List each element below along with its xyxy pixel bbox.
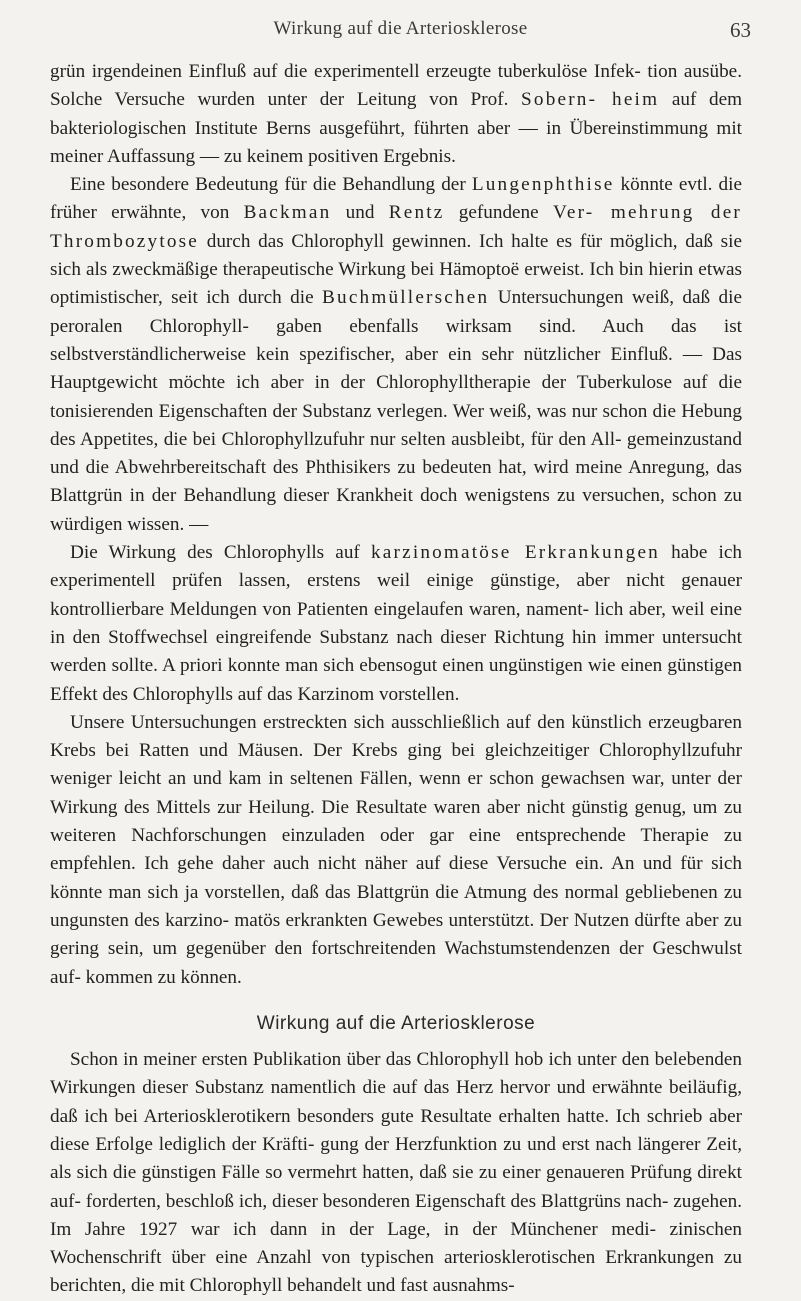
paragraph: grün irgendeinen Einfluß auf die experimentell erzeugte tuberkulöse Infek- tion ausübe. Solche Versuche wurden unter der Leitung von Prof. Sobern- heim auf dem bakteriologischen Institute Berns ausgeführt, führten aber — in Übereinstimmung mit meiner Auffassung — zu keinem positiven Ergebnis.: [50, 61, 743, 167]
paragraph: Eine besondere Bedeutung für die Behandlung der Lungenphthise könnte evtl. die früher erwähnte, von Backman und Rentz gefundene Ver- mehrung der Thrombozytose durch das Chlorophyll gewinnen. Ich halte es für möglich, daß sie sich als zweckmäßige therapeutische Wirkung bei Hämoptoë erweist. Ich bin hierin etwas optimistischer, seit ich durch die Buchmüllerschen Untersuchungen weiß, daß die peroralen Chlorophyll- gaben ebenfalls wirksam sind. Auch das ist selbstverständlicherweise kein spezifischer, aber ein sehr nützlicher Einfluß. — Das Hauptgewicht möchte ich aber in der Chlorophylltherapie der Tuberkulose auf die tonisierenden Eigenschaften der Substanz verlegen. Wer weiß, was nur schon die Hebung des Appetites, die bei Chlorophyllzufuhr nur selten ausbleibt, für den All- gemeinzustand und die Abwehrbereitschaft des Phthisikers zu bedeuten hat, wird meine Anregung, das Blattgrün in der Behandlung dieser Krankheit doch wenigstens zu versuchen, schon zu würdigen wissen. —: [50, 174, 743, 535]
paragraph: Die Wirkung des Chlorophylls auf karzinomatöse Erkrankungen habe ich experimentell prüfen lassen, erstens weil einige günstige, aber nicht genauer kontrollierbare Meldungen von Patienten eingelaufen waren, nament- lich aber, weil eine in den Stoffwechsel eingreifende Substanz nach dieser Richtung hin immer untersucht werden sollte. A priori konnte man sich ebensogut einen ungünstigen wie einen günstigen Effekt des Chlorophylls auf das Karzinom vorstellen.: [50, 542, 742, 705]
spaced-term: Lungenphthise: [471, 174, 615, 196]
spaced-name: Rentz: [388, 202, 445, 224]
section-heading: Wirkung auf die Arteriosklerose: [256, 1012, 536, 1034]
spaced-name: Sobern- heim: [521, 89, 660, 111]
spaced-name: Buchmüllerschen: [322, 287, 490, 309]
paragraph: Unsere Untersuchungen erstreckten sich ausschließlich auf den künstlich erzeugbaren Krebs bei Ratten und Mäusen. Der Krebs ging bei gleichzeitiger Chlorophyllzufuhr weniger leicht an und kam in seltenen Fällen, wenn er schon gewachsen war, unter der Wirkung des Mittels zur Heilung. Die Resultate waren aber nicht günstig genug, um zu weiteren Nachforschungen einzuladen oder gar eine entsprechende Therapie zu empfehlen. Ich gehe daher auch nicht näher auf diese Versuche ein. An und für sich könnte man sich ja vorstellen, daß das Blattgrün die Atmung des normal gebliebenen zu ungunsten des karzino- matös erkrankten Gewebes unterstützt. Der Nutzen dürfte aber zu gering sein, um gegenüber den fortschreitenden Wachstumstendenzen der Geschwulst auf- kommen zu können.: [50, 711, 742, 988]
body-text: [50, 58, 742, 1301]
spaced-name: Backman: [243, 202, 332, 224]
spaced-term: karzinomatöse Erkrankungen: [371, 542, 660, 564]
spaced-term: Ver- mehrung der Thrombozytose: [50, 202, 743, 252]
paragraph: Schon in meiner ersten Publikation über das Chlorophyll hob ich unter den belebenden Wirkungen dieser Substanz namentlich die auf das Herz hervor und erwähnte beiläufig, daß ich bei Arteriosklerotikern besonders gute Resultate erhalten hatte. Ich schrieb aber diese Erfolge lediglich der Kräfti- gung der Herzfunktion zu und erst nach längerer Zeit, als sich die günstigen Fälle so vermehrt hatten, daß sie zu einer genaueren Prüfung direkt auf- forderten, beschloß ich, dieser besonderen Eigenschaft des Blattgrüns nach- zugehen. Im Jahre 1927 war ich dann in der Lage, in der Münchener medi- zinischen Wochenschrift über eine Anzahl von typischen arteriosklerotischen Erkrankungen zu berichten, die mit Chlorophyll behandelt und fast ausnahms-: [50, 1049, 742, 1297]
running-head: [0, 18, 801, 48]
page-number: 63: [730, 18, 751, 42]
running-title: Wirkung auf die Arteriosklerose: [273, 18, 528, 39]
